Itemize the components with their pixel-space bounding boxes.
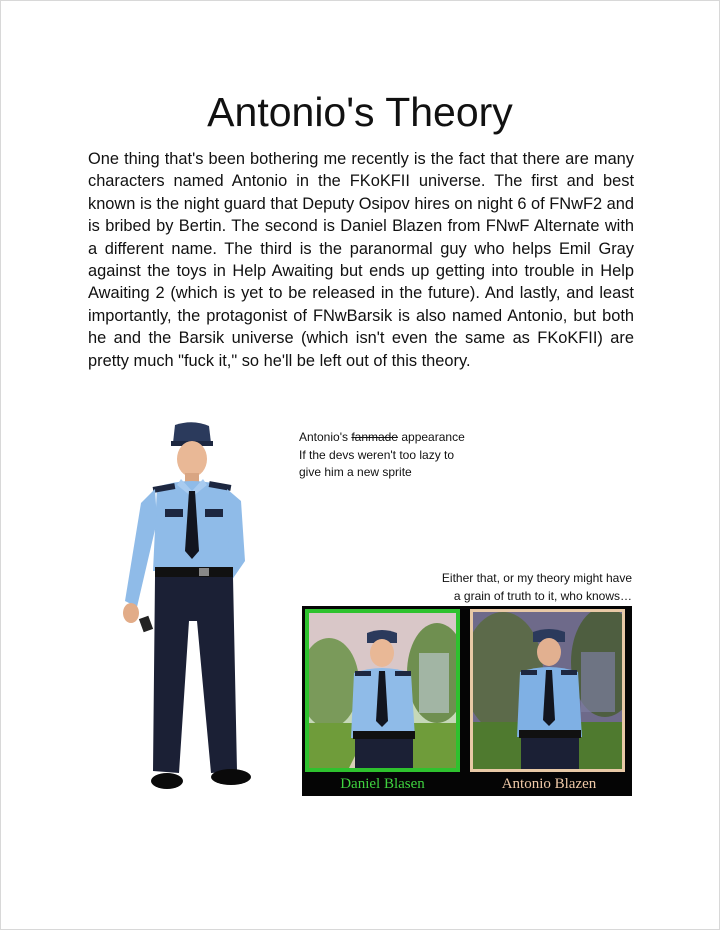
caption2-line-2: a grain of truth to it, who knows… (453, 588, 632, 603)
caption-suffix: appearance (398, 430, 465, 444)
daniel-label: Daniel Blasen (340, 776, 425, 792)
caption-line-2: If the devs weren't too lazy to (299, 447, 455, 462)
antonio-portrait (470, 609, 625, 772)
caption2-line-1: Either that, or my theory might have (441, 571, 632, 585)
antonio-label: Antonio Blazen (501, 776, 597, 792)
caption-struck-word: fanmade (351, 430, 399, 444)
page-title: Antonio's Theory (207, 89, 513, 135)
caption-line-3: give him a new sprite (299, 465, 412, 479)
character-comparison-image (302, 606, 632, 796)
guard-figure-image (113, 421, 273, 801)
caption-prefix: Antonio's (299, 430, 352, 444)
figure-caption-theory (372, 570, 632, 605)
body-paragraph: One thing that's been bothering me recently is the fact that there are many characters named Antonio in the FKoKFII universe. The first and best known is the night guard that Deputy Osipov hires on night 6 of FNwF2 and is bribed by Bertin. The second is Daniel Blazen from FNwF Alternate with a different name. The third is the paranormal guy who helps Emil Gray against the toys in Help Awaiting but ends up getting into trouble in Help Awaiting 2 (which is yet to be released in the future). And lastly, and least importantly, the protagonist of FNwBarsik is also named Antonio, but both he and the Barsik universe (which isn't even the same as FKoKFII) are pretty much "fuck it," so he'll be left out of this theory. (88, 150, 634, 370)
figure-caption-appearance (299, 429, 519, 482)
daniel-portrait (305, 609, 460, 772)
